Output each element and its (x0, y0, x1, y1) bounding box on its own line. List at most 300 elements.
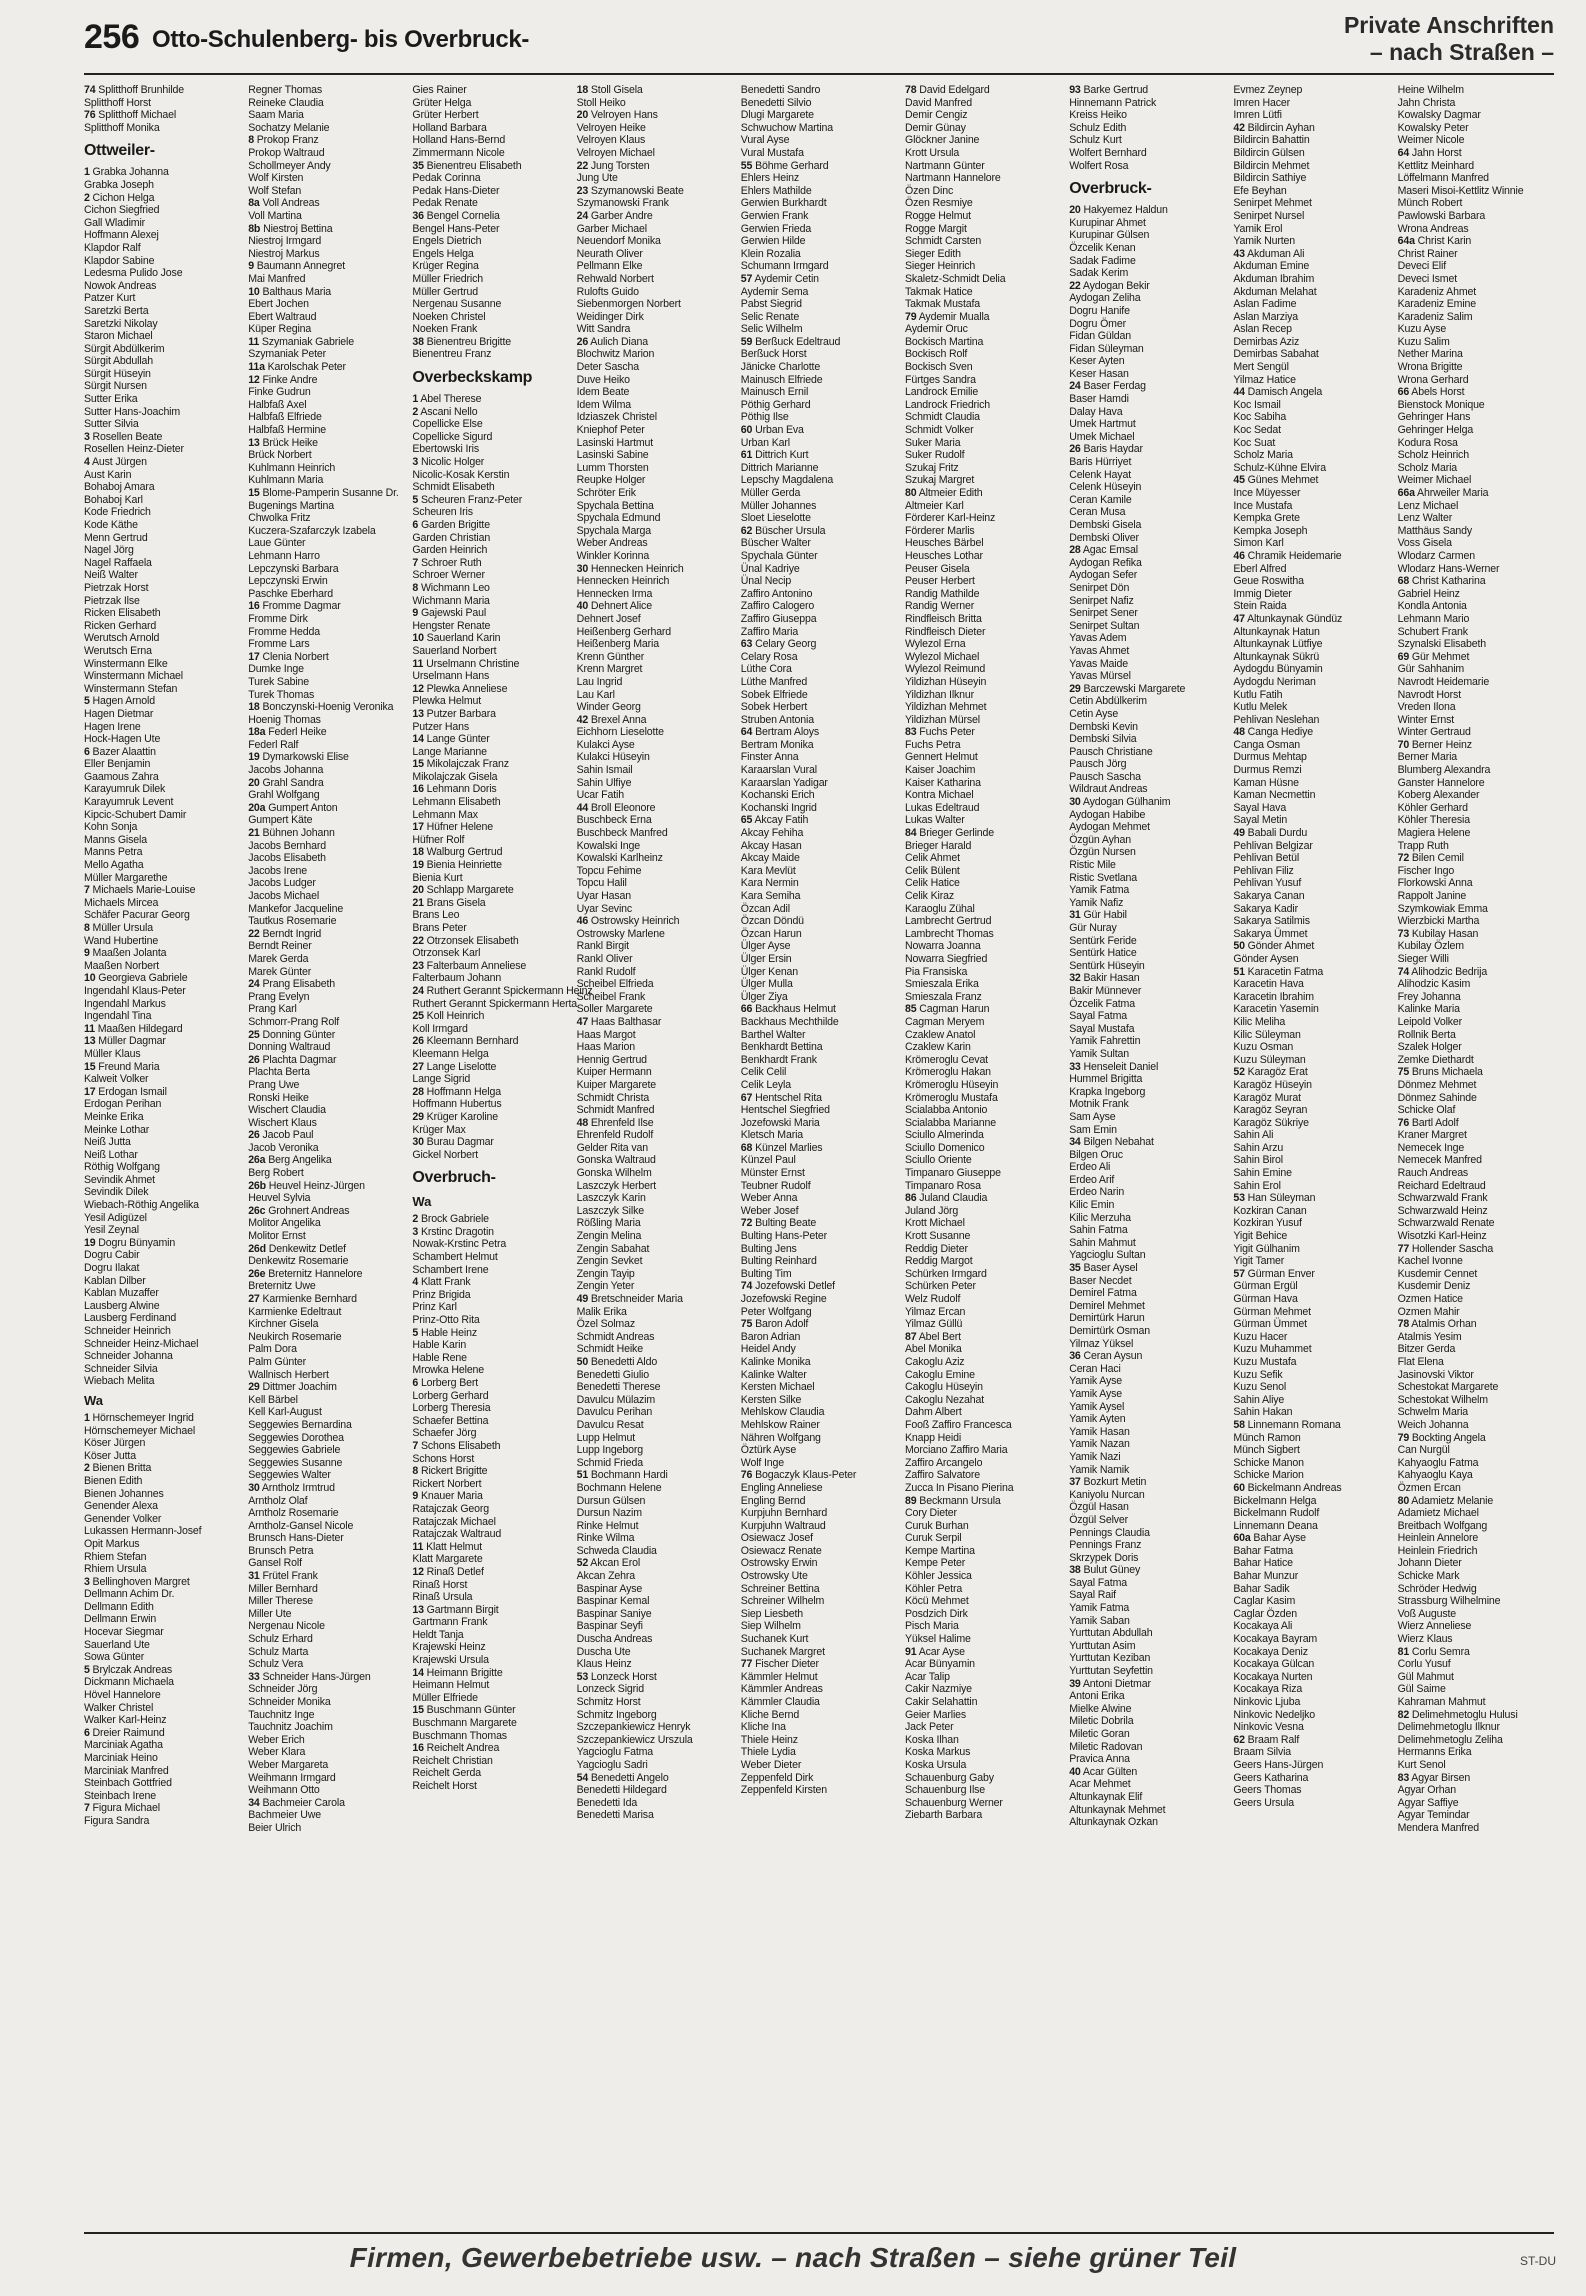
resident-entry (248, 865, 406, 878)
resident-name: Yagcioglu Sultan (1069, 1249, 1146, 1262)
resident-entry (577, 1608, 735, 1621)
resident-name: Gül Mahmut (1397, 1670, 1454, 1683)
resident-name: Engling Bernd (740, 1494, 806, 1507)
resident-name: Wrona Gerhard (1397, 373, 1469, 386)
resident-entry (905, 1331, 1063, 1344)
resident-entry (84, 1702, 242, 1715)
resident-name: Heine Wilhelm (1397, 84, 1464, 96)
resident-entry (577, 1595, 735, 1608)
resident-entry (412, 84, 570, 97)
resident-name: Jacob Veronika (248, 1141, 319, 1154)
resident-entry (1398, 840, 1556, 853)
resident-entry (412, 1149, 570, 1162)
resident-name: Otrzonsek Karl (412, 947, 481, 960)
house-number: 39 (1069, 1677, 1081, 1690)
resident-name: Niestroj Markus (248, 247, 320, 260)
resident-entry (1069, 582, 1227, 595)
resident-entry (1398, 1180, 1556, 1193)
resident-name: Staron Michael (84, 330, 153, 343)
resident-name: Schollmeyer Andy (248, 159, 331, 172)
resident-name: Jacobs Ludger (248, 877, 316, 890)
resident-name: Kaniyolu Nurcan (1069, 1488, 1145, 1501)
resident-name: Curuk Burhan (905, 1519, 969, 1532)
resident-name: Antoni Erika (1069, 1690, 1125, 1703)
house-number: 55 (740, 159, 753, 172)
resident-entry (1233, 1092, 1391, 1105)
resident-entry (248, 1318, 406, 1331)
resident-name: Barczewski Margarete (1083, 682, 1186, 695)
resident-entry (577, 1646, 735, 1659)
resident-name: Acar Talip (905, 1670, 950, 1683)
house-number: 66 (740, 1003, 753, 1016)
resident-name: Gansel Rolf (248, 1557, 302, 1570)
resident-entry (577, 1318, 735, 1331)
resident-entry (1398, 575, 1556, 588)
resident-name: Kochanski Ingrid (740, 801, 817, 814)
house-number: 11 (248, 335, 260, 348)
resident-entry (1233, 462, 1391, 475)
resident-entry (84, 733, 242, 746)
resident-name: Sieger Willi (1397, 952, 1449, 965)
house-number: 44 (1233, 386, 1245, 399)
house-number: 28 (1069, 544, 1081, 557)
resident-entry (84, 1563, 242, 1576)
resident-name: Schmidt Claudia (905, 411, 980, 424)
resident-entry (412, 1667, 570, 1680)
resident-name: Manns Petra (84, 846, 143, 859)
house-number: 36 (412, 209, 424, 222)
resident-name: Spychala Edmund (576, 512, 661, 525)
resident-entry (577, 84, 735, 97)
resident-name: Hollender Sascha (1411, 1242, 1494, 1255)
resident-name: Berner Heinz (1411, 738, 1472, 751)
house-number: 6 (412, 1377, 419, 1389)
house-number: 18 (412, 846, 424, 859)
resident-entry (84, 859, 242, 872)
resident-name: Prang Karl (248, 1003, 297, 1016)
resident-entry (412, 783, 570, 796)
resident-entry (741, 1142, 899, 1155)
resident-name: Evmez Zeynep (1233, 84, 1303, 96)
resident-entry (1069, 380, 1227, 393)
resident-name: Zaffiro Arcangelo (905, 1456, 983, 1469)
resident-entry (412, 431, 570, 444)
resident-entry (248, 1734, 406, 1747)
resident-entry (84, 1437, 242, 1450)
resident-name: Schmidt Andreas (576, 1330, 655, 1343)
resident-entry (577, 286, 735, 299)
resident-entry (905, 1066, 1063, 1079)
resident-entry (905, 210, 1063, 223)
resident-entry (412, 160, 570, 173)
resident-entry (1398, 1154, 1556, 1167)
resident-entry (412, 1465, 570, 1478)
resident-entry (1398, 374, 1556, 387)
resident-name: Karacetin Yasemin (1233, 1003, 1319, 1016)
resident-entry (905, 97, 1063, 110)
resident-name: Grüter Helga (412, 96, 472, 109)
resident-name: Mendera Manfred (1397, 1821, 1479, 1834)
resident-name: Meinke Erika (84, 1110, 144, 1123)
resident-name: Özel Solmaz (576, 1318, 635, 1331)
resident-name: Garber Michael (576, 222, 647, 235)
house-number: 28 (412, 1085, 424, 1098)
resident-entry (577, 386, 735, 399)
resident-entry (905, 1280, 1063, 1293)
resident-name: Schreiner Wilhelm (740, 1595, 825, 1608)
house-number: 34 (1069, 1136, 1081, 1149)
resident-entry (248, 1495, 406, 1508)
resident-entry (248, 97, 406, 110)
resident-entry (741, 1306, 899, 1319)
resident-entry (1398, 1230, 1556, 1243)
resident-entry (412, 197, 570, 210)
page-header (0, 0, 1586, 88)
resident-entry (1398, 386, 1556, 399)
resident-entry (1069, 1023, 1227, 1036)
resident-name: Aydogan Mehmet (1069, 821, 1150, 834)
resident-entry (412, 1742, 570, 1755)
section-title-line1: Private Anschriften (1343, 12, 1554, 38)
resident-name: Krömeroglu Cevat (905, 1053, 988, 1066)
resident-name: Bilen Cemil (1411, 852, 1464, 865)
resident-name: Dlugi Margarete (740, 109, 814, 122)
resident-entry (577, 915, 735, 928)
resident-name: Kode Käthe (84, 519, 138, 531)
resident-name: Bakir Hasan (1083, 972, 1140, 985)
resident-entry (577, 588, 735, 601)
street-heading: Overbruch- (412, 1169, 496, 1187)
resident-entry (248, 588, 406, 601)
resident-name: Brieger Harald (905, 839, 972, 852)
resident-entry (1398, 827, 1556, 840)
house-number: 6 (84, 1726, 90, 1739)
resident-entry (741, 1772, 899, 1785)
resident-entry (1233, 751, 1391, 764)
resident-name: Krott Michael (905, 1217, 965, 1230)
resident-name: Müller Friedrich (412, 272, 483, 285)
resident-entry (741, 1469, 899, 1482)
resident-name: Voll Martina (248, 209, 302, 222)
resident-name: Lupp Ingeborg (576, 1444, 643, 1457)
resident-name: Weimer Nicole (1397, 134, 1465, 147)
resident-entry (577, 1180, 735, 1193)
house-number: 43 (1233, 247, 1245, 260)
resident-entry (248, 1545, 406, 1558)
resident-entry (248, 1797, 406, 1810)
house-number: 20 (1069, 204, 1081, 217)
resident-name: Wiebach Melita (84, 1375, 155, 1388)
resident-name: Idziaszek Christel (576, 411, 657, 424)
resident-entry (741, 336, 899, 349)
resident-entry (905, 374, 1063, 387)
resident-entry (84, 1790, 242, 1803)
resident-name: Walker Karl-Heinz (84, 1714, 167, 1727)
resident-entry (577, 1746, 735, 1759)
resident-entry (741, 1117, 899, 1130)
resident-entry (248, 1180, 406, 1193)
resident-name: Hörnschemeyer Ingrid (92, 1411, 194, 1424)
resident-name: Karaoglu Zühal (905, 902, 975, 915)
resident-name: Lenz Michael (1397, 499, 1459, 512)
resident-name: Strassburg Wilhelmine (1397, 1595, 1501, 1608)
resident-entry (1398, 323, 1556, 336)
resident-name: Selic Wilhelm (740, 323, 803, 336)
resident-name: Senirpet Mehmet (1233, 197, 1312, 210)
resident-entry (84, 809, 242, 822)
resident-entry (412, 1073, 570, 1086)
directory-column (1398, 84, 1556, 2232)
resident-name: Aydogan Bekir (1082, 279, 1150, 292)
resident-name: Karmienke Edeltraut (248, 1305, 342, 1318)
resident-name: Topcu Halil (576, 877, 627, 890)
resident-name: Dellmann Achim Dr. (84, 1588, 175, 1601)
resident-name: Saretzki Nikolay (84, 317, 158, 330)
resident-name: Gür Nuray (1069, 922, 1117, 934)
house-number: 20 (248, 776, 260, 789)
resident-entry (741, 928, 899, 941)
resident-entry (84, 1639, 242, 1652)
resident-name: Kozkiran Canan (1233, 1204, 1307, 1217)
resident-name: Wierz Klaus (1397, 1633, 1453, 1646)
resident-entry (577, 676, 735, 689)
resident-entry (412, 1010, 570, 1023)
resident-entry (1398, 122, 1556, 135)
resident-entry (577, 1343, 735, 1356)
resident-entry (84, 1224, 242, 1237)
resident-name: Gür Habil (1083, 909, 1127, 922)
resident-entry (412, 185, 570, 198)
resident-entry (1398, 1029, 1556, 1042)
house-number: 5 (84, 695, 90, 708)
resident-entry (1398, 915, 1556, 928)
house-number: 62 (740, 524, 753, 537)
resident-entry (577, 613, 735, 626)
resident-entry (84, 305, 242, 318)
resident-entry (1069, 1501, 1227, 1514)
resident-entry (905, 663, 1063, 676)
resident-entry (1398, 890, 1556, 903)
resident-entry (1233, 1495, 1391, 1508)
resident-name: Prinz Brigida (412, 1288, 471, 1301)
resident-name: Kaman Hüsne (1233, 776, 1299, 789)
house-number: 42 (1233, 121, 1245, 134)
resident-name: Wolfert Bernhard (1069, 146, 1147, 159)
resident-entry (1233, 1129, 1391, 1142)
resident-name: Molitor Ernst (248, 1230, 306, 1243)
resident-entry (1233, 1117, 1391, 1130)
resident-name: Reichelt Horst (412, 1780, 477, 1792)
resident-name: Weich Johanna (1397, 1418, 1469, 1431)
resident-name: Schweda Claudia (576, 1544, 657, 1557)
house-number: 14 (412, 1666, 424, 1679)
resident-name: Copellicke Sigurd (412, 430, 493, 443)
house-number: 17 (412, 821, 424, 834)
resident-entry (412, 134, 570, 147)
resident-name: Schauenburg Werner (905, 1796, 1003, 1809)
resident-entry (1069, 267, 1227, 280)
resident-name: Zengin Tayip (576, 1267, 635, 1280)
resident-name: Szukaj Fritz (905, 461, 959, 474)
resident-name: Ahrweiler Maria (1417, 487, 1489, 499)
resident-name: Rinaß Detlef (426, 1565, 484, 1578)
resident-entry (1233, 248, 1391, 261)
resident-name: Lasinski Hartmut (576, 436, 654, 449)
resident-name: Breitbach Wolfgang (1397, 1519, 1488, 1532)
resident-name: Rankl Rudolf (576, 965, 636, 978)
resident-entry (577, 1331, 735, 1344)
house-number: 32 (1069, 972, 1081, 985)
resident-entry (1233, 1230, 1391, 1243)
resident-entry (248, 1293, 406, 1306)
resident-entry (1069, 418, 1227, 431)
resident-name: Ingendahl Klaus-Peter (84, 984, 186, 997)
resident-entry (248, 109, 406, 122)
resident-entry (1233, 1280, 1391, 1293)
resident-entry (905, 1167, 1063, 1180)
resident-entry (84, 1249, 242, 1262)
resident-name: Rinke Helmut (576, 1519, 639, 1532)
resident-entry (577, 663, 735, 676)
resident-name: Meinke Lothar (84, 1123, 150, 1136)
resident-name: Bienentreu Brigitte (426, 335, 511, 348)
resident-entry (248, 500, 406, 513)
resident-name: Dalay Hava (1069, 405, 1123, 418)
resident-entry (1069, 1262, 1227, 1275)
resident-name: Sentürk Hatice (1069, 947, 1137, 960)
resident-name: Senirpet Sultan (1069, 619, 1140, 632)
resident-name: Velroyen Heike (576, 121, 646, 134)
resident-name: Küper Regina (248, 323, 312, 336)
resident-name: Frütel Frank (262, 1570, 318, 1583)
resident-name: Engels Dietrich (412, 235, 482, 248)
resident-entry (1069, 746, 1227, 759)
resident-name: Löffelmann Manfred (1397, 172, 1489, 185)
resident-name: Neiß Jutta (84, 1136, 131, 1149)
resident-name: Yildizhan Ilknur (905, 688, 975, 701)
resident-name: Yamik Fatma (1069, 884, 1130, 897)
resident-entry (1233, 991, 1391, 1004)
resident-name: Neurath Oliver (576, 247, 643, 260)
resident-name: Abel Therese (420, 393, 482, 406)
resident-entry (84, 368, 242, 381)
resident-entry (1069, 122, 1227, 135)
resident-name: Kleemann Bernhard (426, 1035, 519, 1048)
directory-column (577, 84, 735, 2232)
resident-name: Senirpet Nafiz (1069, 594, 1134, 607)
resident-entry (741, 563, 899, 576)
resident-entry (741, 537, 899, 550)
resident-name: Altunkaynak Lütfiye (1233, 638, 1323, 651)
resident-entry (248, 1469, 406, 1482)
resident-name: Siebenmorgen Norbert (576, 298, 681, 311)
resident-name: Kuzu Hacer (1233, 1330, 1288, 1343)
resident-entry (905, 361, 1063, 374)
resident-name: Celik Leyla (740, 1078, 791, 1091)
resident-name: Bozkurt Metin (1083, 1476, 1147, 1489)
resident-name: Szymanowski Beate (590, 184, 684, 197)
resident-entry (1233, 1557, 1391, 1570)
resident-entry (741, 978, 899, 991)
resident-entry (905, 399, 1063, 412)
resident-entry (1398, 235, 1556, 248)
resident-name: Schicke Marion (1233, 1469, 1304, 1482)
resident-name: Bildircin Gülsen (1233, 146, 1305, 159)
resident-name: Holland Hans-Bernd (412, 134, 506, 147)
resident-entry (412, 1264, 570, 1277)
resident-name: Baumann Annegret (256, 260, 346, 273)
resident-name: Imren Lütfi (1233, 109, 1282, 122)
resident-entry (905, 1243, 1063, 1256)
resident-entry (1069, 1061, 1227, 1074)
resident-entry (577, 1495, 735, 1508)
house-number: 26 (248, 1129, 260, 1142)
resident-name: Köcü Mehmet (905, 1595, 969, 1608)
resident-name: Bockisch Martina (905, 335, 984, 348)
resident-name: Ostrowsky Marlene (576, 927, 665, 940)
resident-name: Aulich Diana (590, 335, 648, 348)
resident-entry (1069, 1552, 1227, 1565)
resident-entry (1233, 537, 1391, 550)
resident-name: Heißenberg Maria (576, 638, 659, 651)
resident-entry (1398, 1646, 1556, 1659)
resident-entry (577, 1369, 735, 1382)
resident-name: Reddig Dieter (905, 1242, 968, 1255)
resident-entry (577, 1041, 735, 1054)
resident-entry (741, 1532, 899, 1545)
resident-entry (412, 997, 578, 1011)
resident-entry (248, 223, 406, 236)
resident-entry (84, 1500, 242, 1513)
resident-name: Wlodarz Hans-Werner (1397, 562, 1500, 575)
resident-name: Ozmen Hatice (1397, 1293, 1463, 1305)
resident-name: Gül Saime (1397, 1683, 1446, 1696)
resident-name: Jozefowski Detlef (755, 1280, 835, 1293)
resident-name: Struben Antonia (740, 713, 814, 726)
resident-name: Heusches Lothar (905, 549, 983, 562)
resident-entry (1069, 758, 1227, 771)
resident-entry (84, 532, 242, 545)
resident-name: Knapp Heidi (905, 1431, 962, 1444)
resident-entry (1233, 1293, 1391, 1306)
resident-entry (1233, 600, 1391, 613)
resident-entry (248, 966, 406, 979)
resident-entry (1069, 1237, 1227, 1250)
resident-name: Halbfaß Elfriede (248, 411, 322, 424)
resident-name: Ostrowsky Heinrich (590, 915, 680, 928)
resident-name: Halbfaß Hermine (248, 424, 327, 437)
resident-entry (84, 1714, 242, 1727)
footer-note: Firmen, Gewerbebetriebe usw. – nach Straßen – siehe grüner Teil (349, 2242, 1237, 2273)
resident-entry (84, 1300, 242, 1313)
resident-name: Denkewitz Rosemarie (248, 1255, 349, 1268)
resident-entry (577, 563, 735, 576)
resident-name: Sahin Fatma (1069, 1224, 1128, 1237)
resident-entry (741, 1293, 899, 1306)
resident-entry (905, 978, 1063, 991)
resident-entry (1069, 620, 1227, 633)
resident-name: Erdogan Perihan (84, 1098, 162, 1111)
resident-entry (741, 525, 899, 538)
resident-entry (577, 1255, 735, 1268)
resident-name: Yavas Mürsel (1069, 670, 1131, 683)
resident-name: Gennert Helmut (905, 751, 978, 764)
resident-entry (84, 582, 242, 595)
resident-name: Schürken Irmgard (905, 1267, 987, 1280)
resident-name: Schmidt Volker (905, 424, 974, 437)
resident-name: Miller Therese (248, 1595, 314, 1608)
resident-entry (905, 1217, 1063, 1230)
